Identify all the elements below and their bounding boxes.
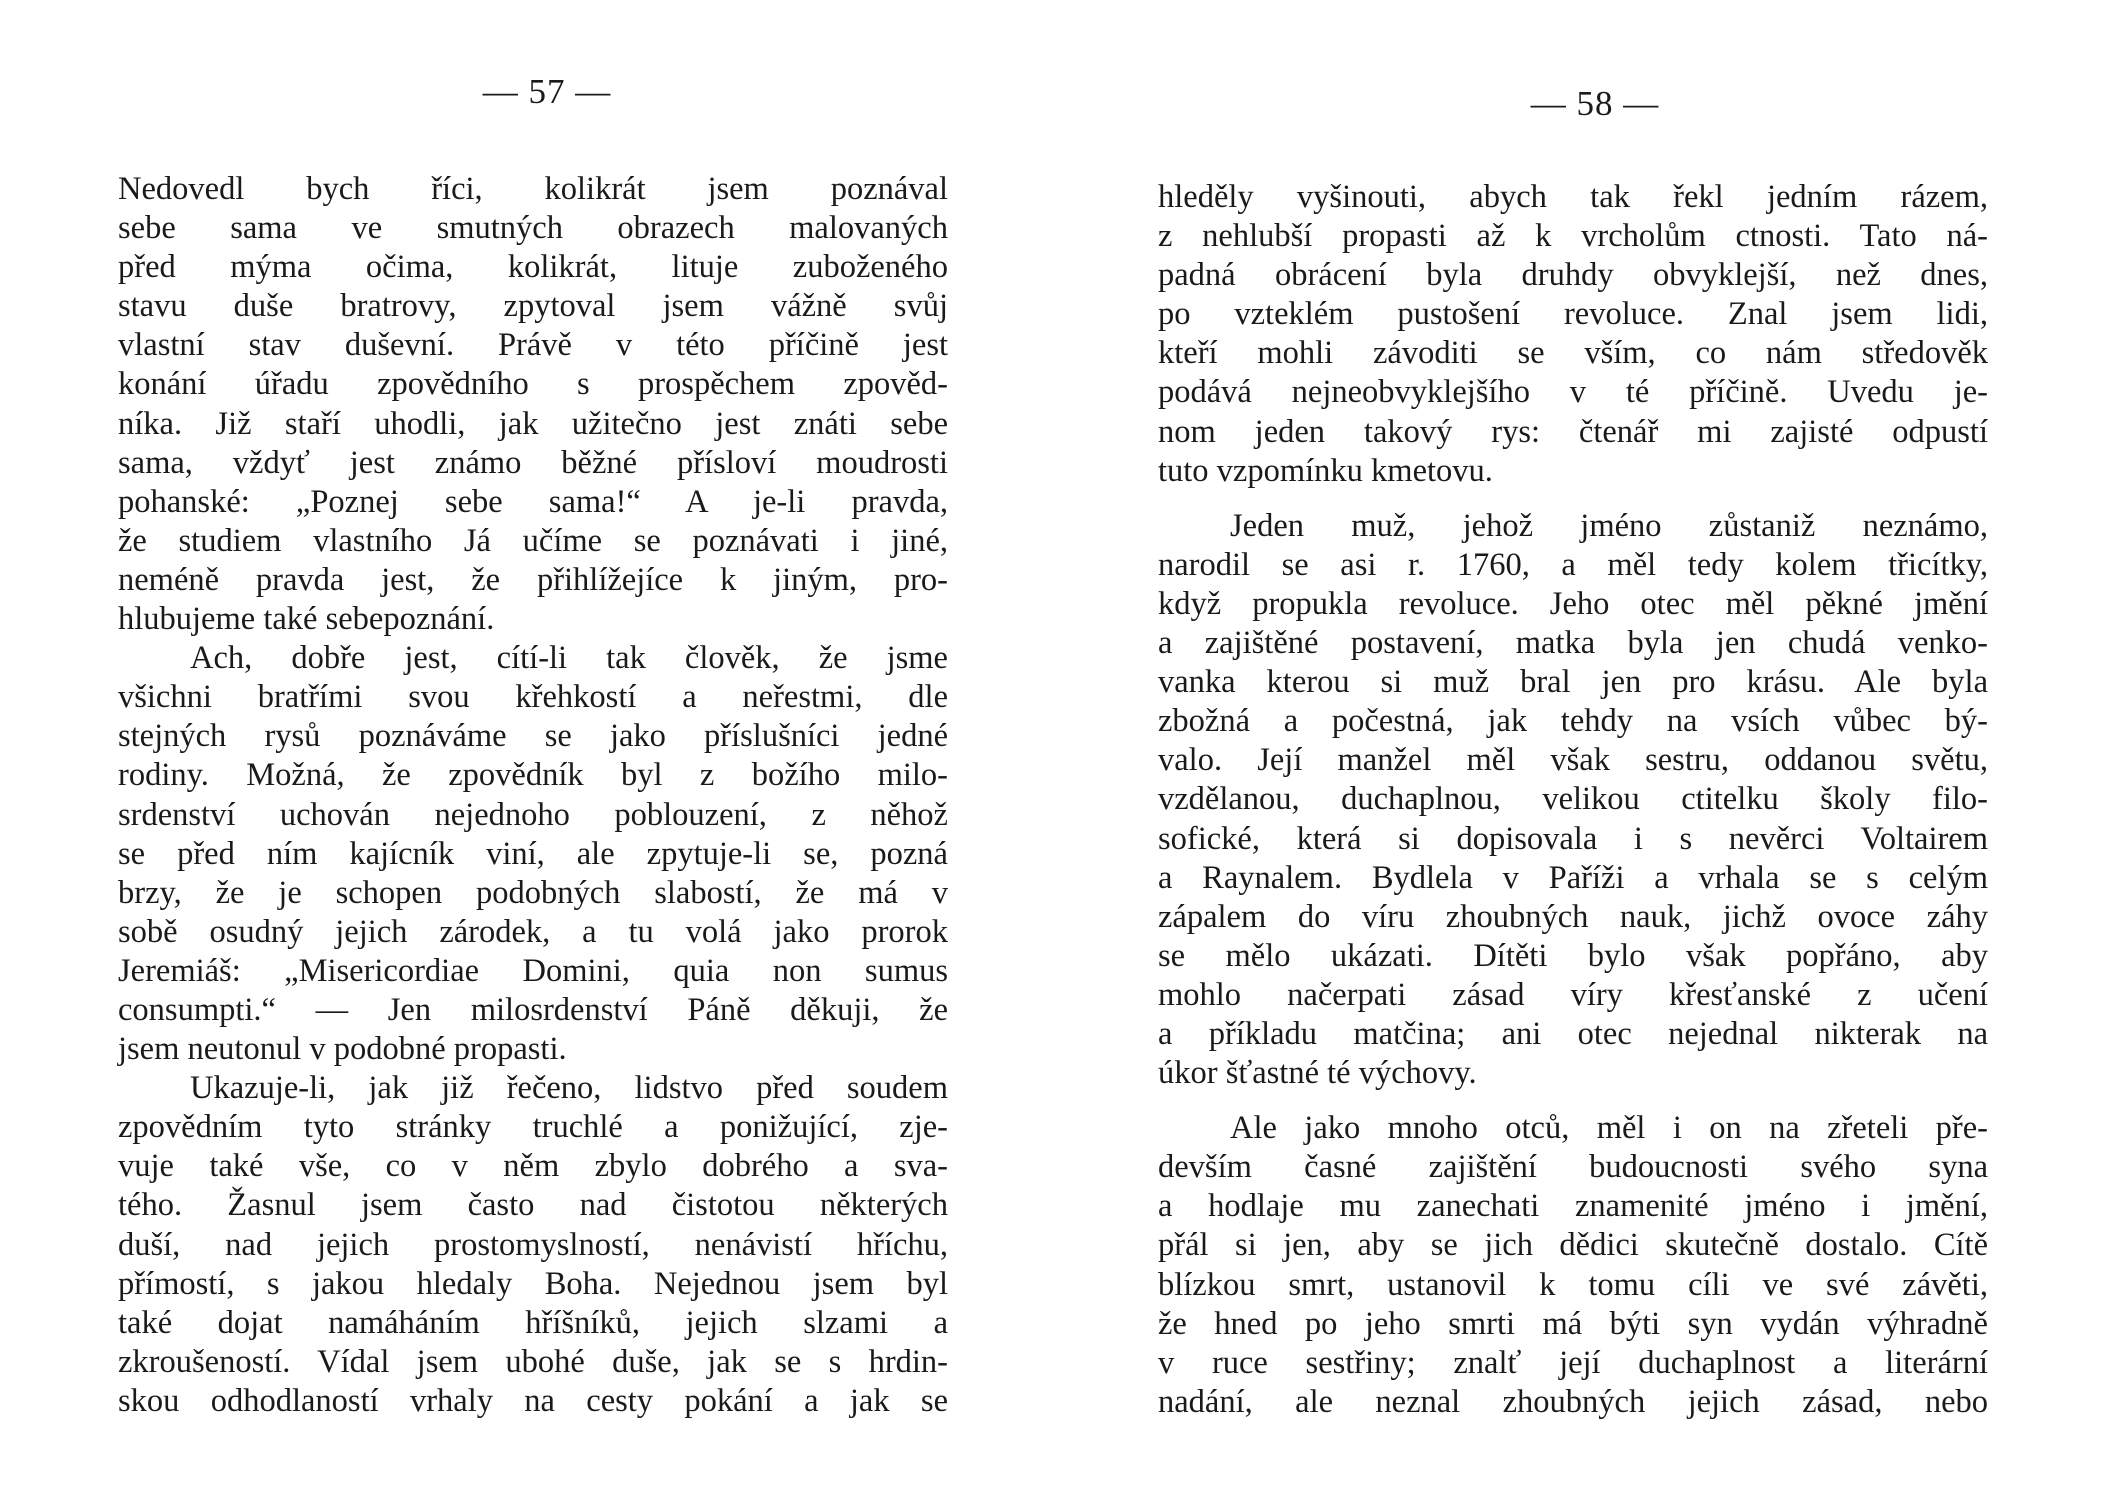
text-line: narodil se asi r. 1760, a měl tedy kolem třicítky, bbox=[1158, 546, 1988, 583]
left-page-text bbox=[118, 170, 948, 1421]
text-line: Nedovedl bych říci, kolikrát jsem poznával bbox=[118, 171, 948, 207]
text-line: a zajištěné postavení, matka byla jen chudá venko- bbox=[1158, 625, 1988, 662]
text-line: kteří mohli závoditi se vším, co nám středověk bbox=[1158, 335, 1988, 372]
text-line: srdenství uchován nejednoho poblouzení, z něhož bbox=[118, 796, 948, 833]
text-line: sama, vždyť jest známo běžné přísloví moudrosti bbox=[118, 444, 948, 481]
text-line: hleděly vyšinouti, abych tak řekl jedním rázem, bbox=[1158, 179, 1988, 215]
text-line: Ukazuje-li, jak již řečeno, lidstvo před soudem bbox=[190, 1070, 948, 1107]
text-line: vanka kterou si muž bral jen pro krásu. Ale byla bbox=[1158, 664, 1988, 701]
text-line: konání úřadu zpovědního s prospěchem zpověd- bbox=[118, 366, 948, 403]
paragraph-gap bbox=[1158, 491, 1988, 507]
text-line: také dojat namáháním hříšníků, jejich slzami a bbox=[118, 1304, 948, 1341]
text-line: zpovědním tyto stránky truchlé a ponižující, zje- bbox=[118, 1109, 948, 1146]
text-line: se před ním kajícník viní, ale zpytuje-li se, pozná bbox=[118, 835, 948, 872]
text-line: zkroušeností. Vídal jsem ubohé duše, jak se s hrdin- bbox=[118, 1343, 948, 1380]
text-line: consumpti.“ — Jen milosrdenství Páně děkuji, že bbox=[118, 991, 948, 1028]
text-line: Ale jako mnoho otců, měl i on na zřeteli pře- bbox=[1230, 1110, 1988, 1147]
text-line: mohlo načerpati zásad víry křesťanské z učení bbox=[1158, 976, 1988, 1013]
text-line: přímostí, s jakou hledaly Boha. Nejednou jsem byl bbox=[118, 1265, 948, 1302]
text-line: po vzteklém pustošení revoluce. Znal jsem lidi, bbox=[1158, 296, 1988, 333]
text-line: zápalem do víru zhoubných nauk, jichž ovoce záhy bbox=[1158, 898, 1988, 935]
text-line: v ruce sestřiny; znalť její duchaplnost a literární bbox=[1158, 1344, 1988, 1381]
text-line: se mělo ukázati. Dítěti bylo však popřáno, aby bbox=[1158, 937, 1988, 974]
paragraph-gap bbox=[1158, 1093, 1988, 1109]
text-line: vuje také vše, co v něm zbylo dobrého a sva- bbox=[118, 1148, 948, 1185]
text-line: skou odhodlaností vrhaly na cesty pokání a jak se bbox=[118, 1382, 948, 1419]
text-line: před mýma očima, kolikrát, lituje zuboženého bbox=[118, 249, 948, 286]
text-line: když propukla revoluce. Jeho otec měl pěkné jmění bbox=[1158, 585, 1988, 622]
text-line: níka. Již staří uhodli, jak užitečno jest znáti sebe bbox=[118, 405, 948, 442]
page-number-right: — 58 — bbox=[1530, 84, 1660, 123]
text-line: přál si jen, aby se jich dědici skutečně dostalo. Cítě bbox=[1158, 1227, 1988, 1264]
text-line: vlastní stav duševní. Právě v této příčině jest bbox=[118, 327, 948, 364]
text-line: Jeremiáš: „Misericordiae Domini, quia non sumus bbox=[118, 952, 948, 989]
text-line: tuto vzpomínku kmetovu. bbox=[1158, 452, 1493, 489]
text-line: stavu duše bratrovy, zpytoval jsem vážně svůj bbox=[118, 288, 948, 325]
text-line: vzdělanou, duchaplnou, velikou ctitelku školy filo- bbox=[1158, 781, 1988, 818]
text-line: valo. Její manžel měl však sestru, oddanou světu, bbox=[1158, 742, 1988, 779]
right-page-text bbox=[1158, 178, 1988, 1422]
text-line: z nehlubší propasti až k vrcholům ctnosti. Tato ná- bbox=[1158, 218, 1988, 255]
text-line: brzy, že je schopen podobných slabostí, že má v bbox=[118, 874, 948, 911]
text-line: stejných rysů poznáváme se jako příslušníci jedné bbox=[118, 718, 948, 755]
text-line: blízkou smrt, ustanovil k tomu cíli ve své závěti, bbox=[1158, 1266, 1988, 1303]
text-line: Jeden muž, jehož jméno zůstaniž neznámo, bbox=[1230, 507, 1988, 544]
text-line: zbožná a počestná, jak tehdy na vsích vůbec bý- bbox=[1158, 703, 1988, 740]
text-line: podává nejneobvyklejšího v té příčině. Uvedu je- bbox=[1158, 374, 1988, 411]
text-line: pohanské: „Poznej sebe sama!“ A je-li pravda, bbox=[118, 483, 948, 520]
text-line: že hned po jeho smrti má býti syn vydán výhradně bbox=[1158, 1305, 1988, 1342]
text-line: úkor šťastné té výchovy. bbox=[1158, 1055, 1477, 1092]
text-line: rodiny. Možná, že zpovědník byl z božího milo- bbox=[118, 757, 948, 794]
text-line: a příkladu matčina; ani otec nejednal nikterak na bbox=[1158, 1015, 1988, 1052]
text-line: duší, nad jejich prostomyslností, nenávistí hříchu, bbox=[118, 1226, 948, 1263]
text-line: a Raynalem. Bydlela v Paříži a vrhala se s celým bbox=[1158, 859, 1988, 896]
page-number-left: — 57 — bbox=[482, 72, 612, 111]
text-line: nom jeden takový rys: čtenář mi zajisté odpustí bbox=[1158, 413, 1988, 450]
text-line: Ach, dobře jest, cítí-li tak člověk, že jsme bbox=[190, 640, 948, 677]
text-line: sofické, která si dopisovala i s nevěrci Voltairem bbox=[1158, 820, 1988, 857]
text-line: a hodlaje mu zanechati znamenité jméno i jmění, bbox=[1158, 1188, 1988, 1225]
text-line: sobě osudný jejich zárodek, a tu volá jako prorok bbox=[118, 913, 948, 950]
text-line: že studiem vlastního Já učíme se poznávati i jiné, bbox=[118, 522, 948, 559]
text-line: devším časné zajištění budoucnosti svého syna bbox=[1158, 1149, 1988, 1186]
text-line: neméně pravda jest, že přihlížejíce k jiným, pro- bbox=[118, 561, 948, 598]
text-line: nadání, ale neznal zhoubných jejich zásad, nebo bbox=[1158, 1383, 1988, 1420]
text-line: tého. Žasnul jsem často nad čistotou některých bbox=[118, 1187, 948, 1224]
text-line: hlubujeme také sebepoznání. bbox=[118, 601, 495, 638]
text-line: všichni bratřími svou křehkostí a neřestmi, dle bbox=[118, 679, 948, 716]
text-line: jsem neutonul v podobné propasti. bbox=[118, 1031, 567, 1068]
text-line: sebe sama ve smutných obrazech malovaných bbox=[118, 210, 948, 247]
text-line: padná obrácení byla druhdy obvyklejší, než dnes, bbox=[1158, 257, 1988, 294]
